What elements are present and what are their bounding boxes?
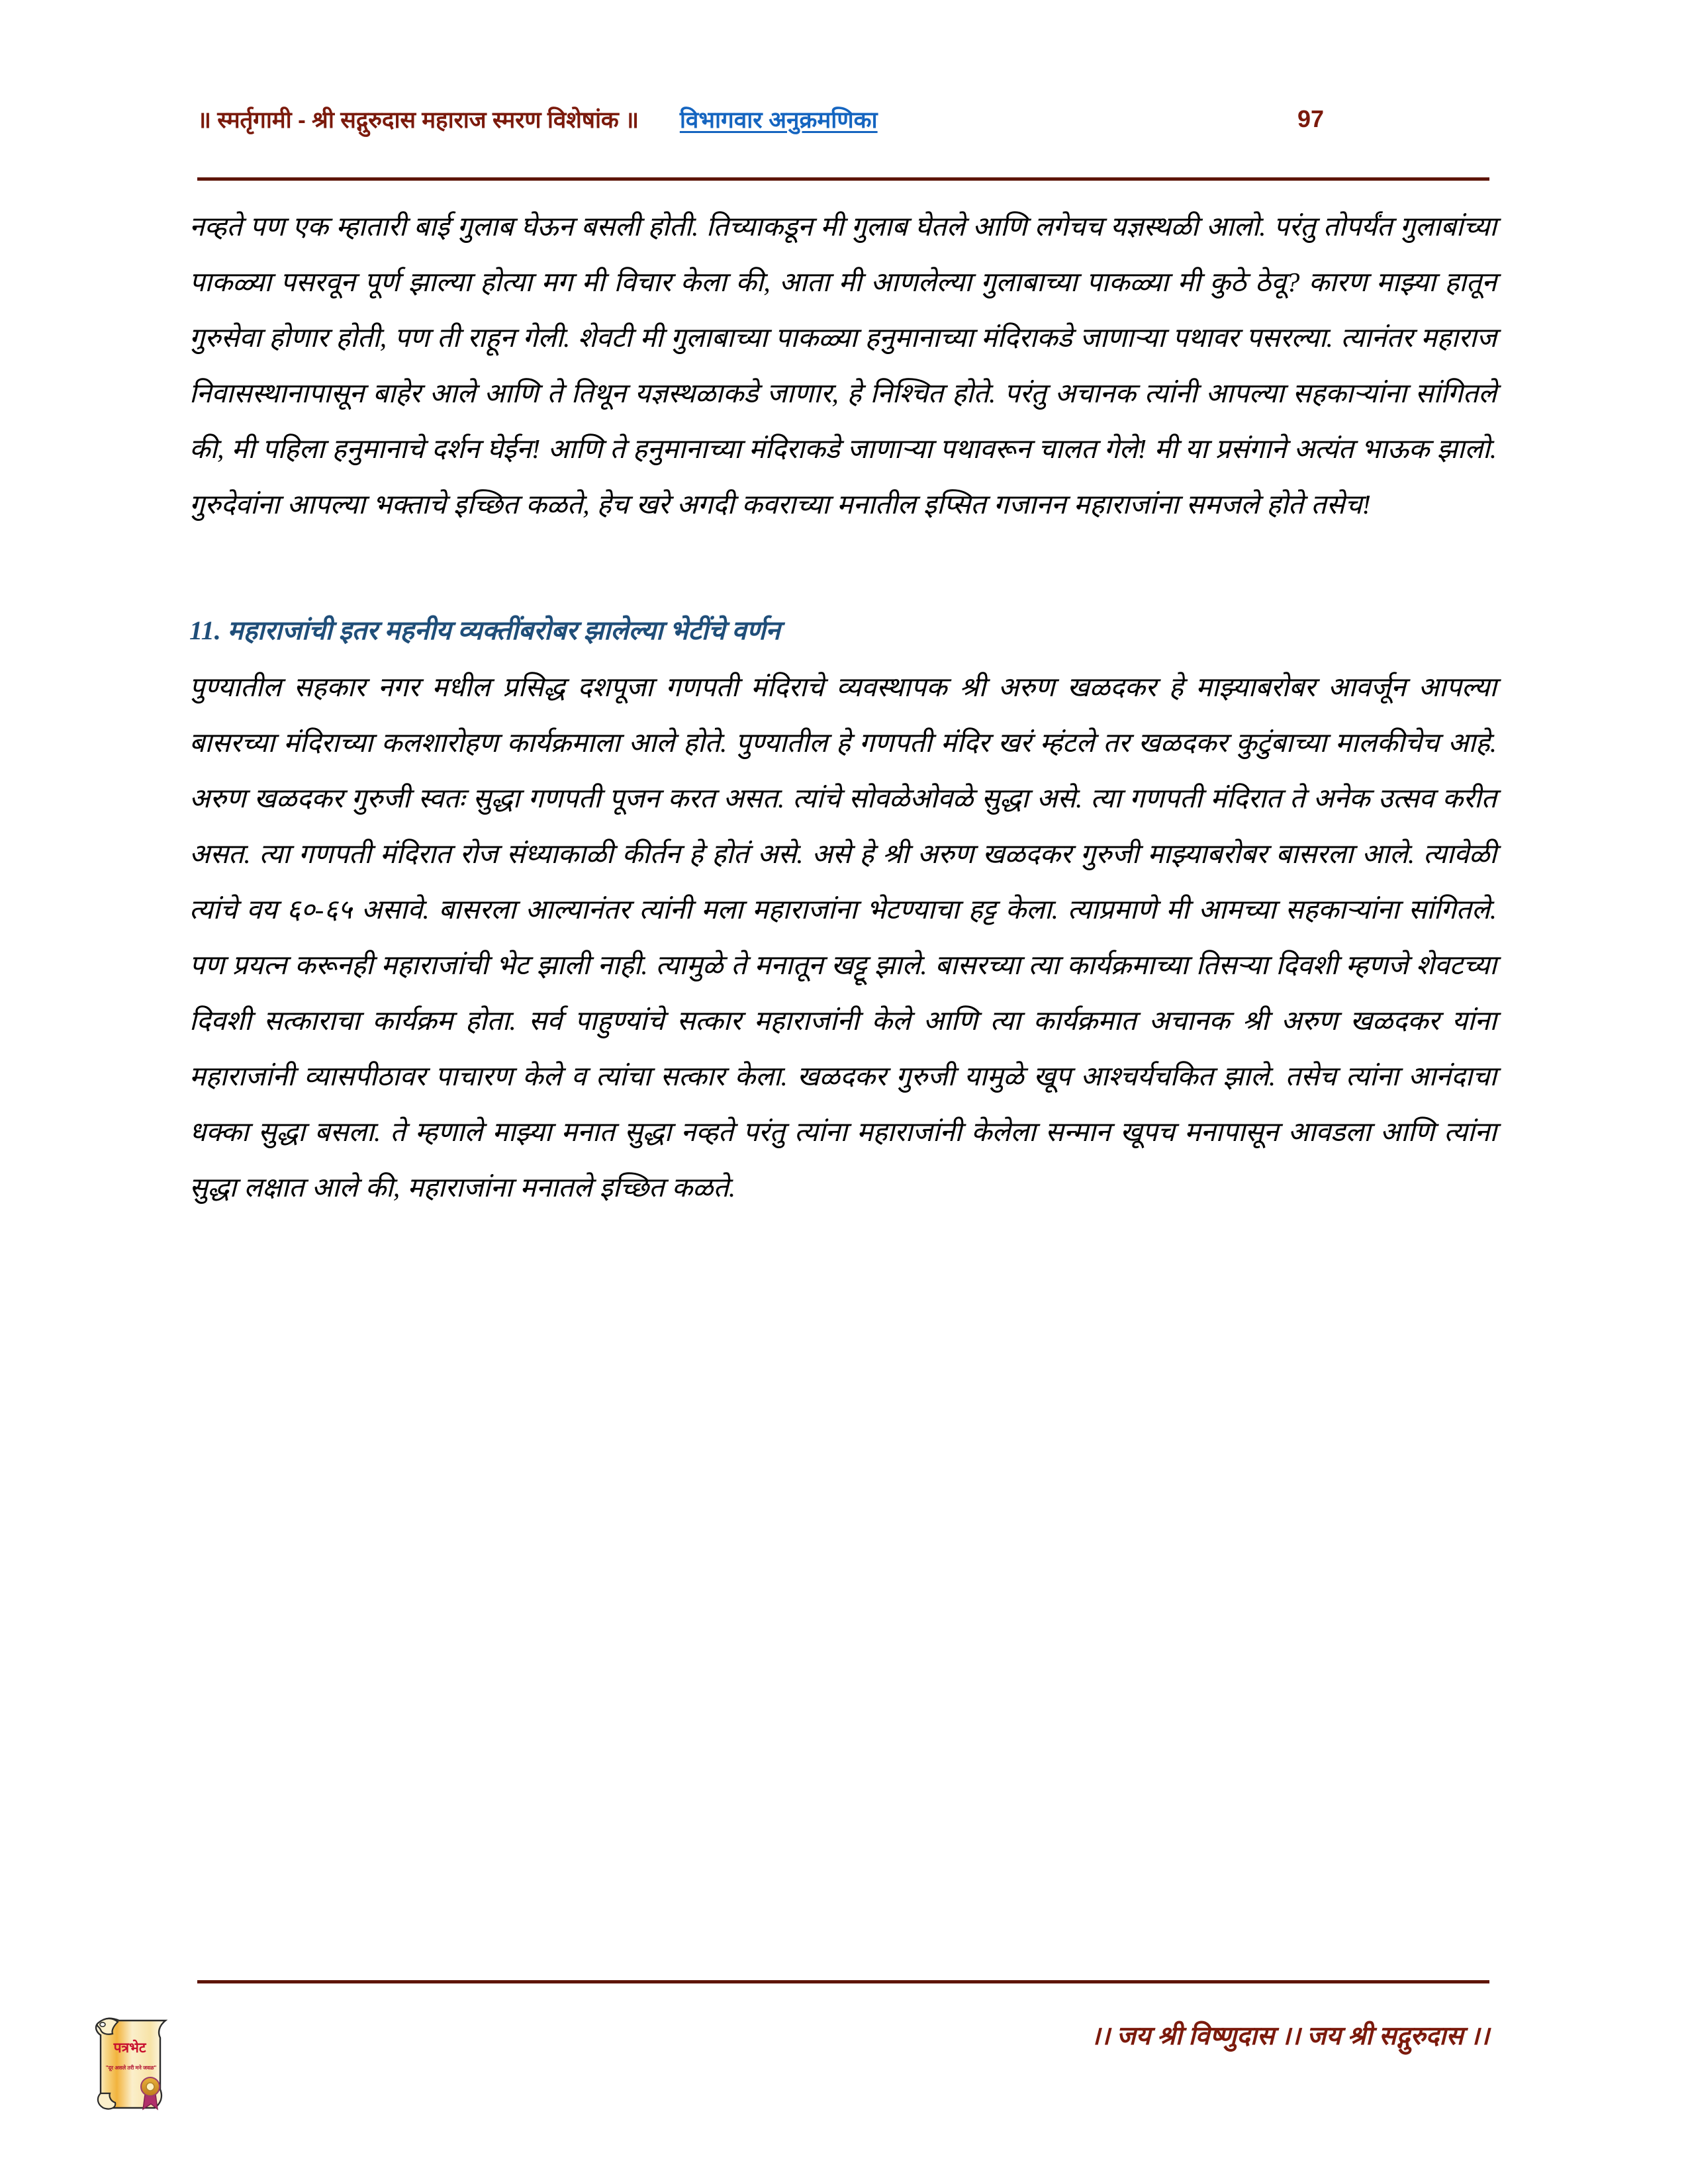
section-heading-11: 11. महाराजांची इतर महनीय व्यक्तींबरोबर झालेल्या भेटींचे वर्णन — [189, 615, 780, 645]
logo-title: पत्रभेट — [113, 2040, 146, 2056]
medal-inner — [146, 2083, 154, 2091]
index-link[interactable]: विभागवार अनुक्रमणिका — [679, 107, 878, 133]
body-paragraph-1: नव्हते पण एक म्हातारी बाई गुलाब घेऊन बसली होती. तिच्याकडून मी गुलाब घेतले आणि लगेचच यज्ञस्थळी आलो. परंतु तोपर्यंत गुलाबांच्या पाकळ्या पसरवून पूर्ण झाल्या होत्या मग मी विचार केला की, आता मी आणलेल्या गुलाबाच्या पाकळ्या मी कुठे ठेवू? कारण माझ्या हातून गुरुसेवा होणार होती, पण ती राहून गेली. शेवटी मी गुलाबाच्या पाकळ्या हनुमानाच्या मंदिराकडे जाणाऱ्या पथावर पसरल्या. त्यानंतर महाराज निवासस्थानापासून बाहेर आले आणि ते तिथून यज्ञस्थळाकडे जाणार, हे निश्चित होते. परंतु अचानक त्यांनी आपल्या सहकाऱ्यांना सांगितले की, मी पहिला हनुमानाचे दर्शन घेईन! आणि ते हनुमानाच्या मंदिराकडे जाणाऱ्या पथावरून चालत गेले! मी या प्रसंगाने अत्यंत भाऊक झालो. गुरुदेवांना आपल्या भक्ताचे इच्छित कळते, हेच खरे अगदी कवराच्या मनातील इप्सित गजानन महाराजांना समजले होते तसेच! — [189, 211, 1497, 520]
footer-divider — [197, 1980, 1489, 1983]
patrabhet-scroll-logo — [81, 2009, 180, 2115]
page-footer — [197, 1999, 1489, 2078]
scroll-icon — [81, 2009, 180, 2115]
page-header — [197, 93, 1489, 146]
header-divider — [197, 177, 1489, 181]
logo-tagline: "दूर असले तरी मने जवळ" — [105, 2065, 157, 2071]
page-number: 97 — [1297, 105, 1324, 132]
body-paragraph-2: पुण्यातील सहकार नगर मधील प्रसिद्ध दशपूजा गणपती मंदिराचे व्यवस्थापक श्री अरुण खळदकर हे माझ्याबरोबर आवर्जून आपल्या बासरच्या मंदिराच्या कलशारोहण कार्यक्रमाला आले होते. पुण्यातील हे गणपती मंदिर खरं म्हंटले तर खळदकर कुटुंबाच्या मालकीचेच आहे. अरुण खळदकर गुरुजी स्वतः सुद्धा गणपती पूजन करत असत. त्यांचे सोवळेओवळे सुद्धा असे. त्या गणपती मंदिरात ते अनेक उत्सव करीत असत. त्या गणपती मंदिरात रोज संध्याकाळी कीर्तन हे होतं असे. असे हे श्री अरुण खळदकर गुरुजी माझ्याबरोबर बासरला आले. त्यावेळी त्यांचे वय ६०-६५ असावे. बासरला आल्यानंतर त्यांनी मला महाराजांना भेटण्याचा हट्ट केला. त्याप्रमाणे मी आमच्या सहकाऱ्यांना सांगितले. पण प्रयत्न करूनही महाराजांची भेट झाली नाही. त्यामुळे ते मनातून खट्टू झाले. बासरच्या त्या कार्यक्रमाच्या तिसऱ्या दिवशी म्हणजे शेवटच्या दिवशी सत्काराचा कार्यक्रम होता. सर्व पाहुण्यांचे सत्कार महाराजांनी केले आणि त्या कार्यक्रमात अचानक श्री अरुण खळदकर यांना महाराजांनी व्यासपीठावर पाचारण केले व त्यांचा सत्कार केला. खळदकर गुरुजी यामुळे खूप आश्चर्यचकित झाले. तसेच त्यांना आनंदाचा धक्का सुद्धा बसला. ते म्हणाले माझ्या मनात सुद्धा नव्हते परंतु त्यांना महाराजांनी केलेला सन्मान खूपच मनापासून आवडला आणि त्यांना सुद्धा लक्षात आले की, महाराजांना मनातले इच्छित कळते. — [189, 672, 1497, 1203]
scroll-curl-hole — [100, 2023, 105, 2026]
main-content — [189, 199, 1497, 1215]
paragraph-spacer — [189, 532, 1497, 568]
footer-mantra: ।। जय श्री विष्णुदास ।। जय श्री सद्गुरुदास ।। — [1090, 2022, 1489, 2050]
header-title: ॥ स्मर्तृगामी - श्री सद्गुरुदास महाराज स्मरण विशेषांक ॥ — [197, 107, 639, 133]
